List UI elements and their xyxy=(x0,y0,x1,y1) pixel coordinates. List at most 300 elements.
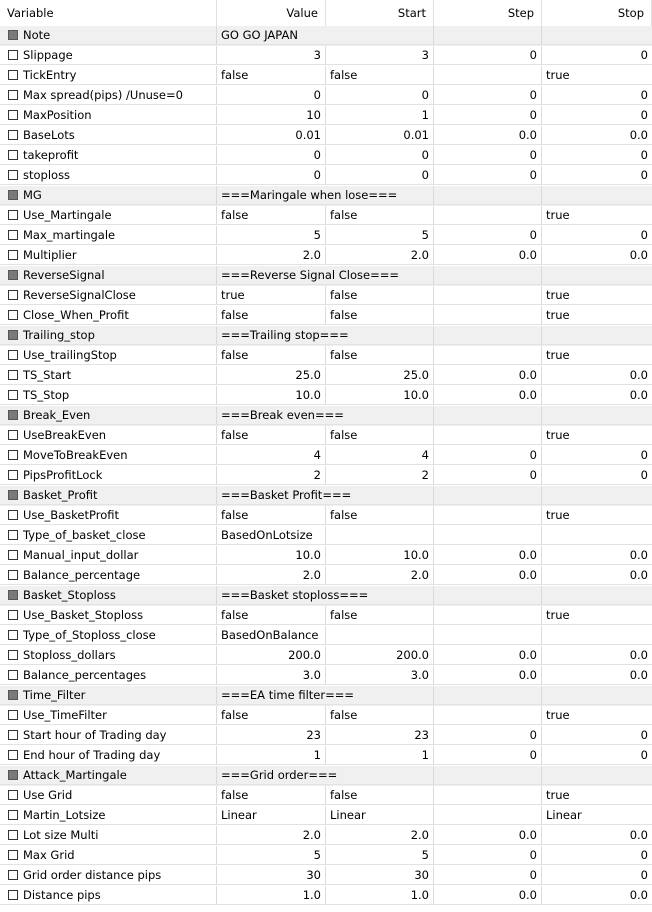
start-cell[interactable]: 3 xyxy=(326,46,434,65)
stop-cell[interactable] xyxy=(542,326,652,345)
variable-cell[interactable] xyxy=(0,306,217,325)
stop-cell[interactable]: true xyxy=(542,206,652,225)
start-cell[interactable]: 30 xyxy=(326,866,434,885)
start-cell[interactable]: 23 xyxy=(326,726,434,745)
value-cell[interactable]: GO GO JAPAN xyxy=(217,26,326,45)
value-cell[interactable]: 5 xyxy=(217,226,326,245)
column-header-stop[interactable]: Stop xyxy=(542,0,652,27)
optimize-checkbox[interactable] xyxy=(8,290,18,300)
stop-cell[interactable]: true xyxy=(542,606,652,625)
variable-cell[interactable] xyxy=(0,746,217,765)
stop-cell[interactable] xyxy=(542,186,652,205)
optimize-checkbox[interactable] xyxy=(8,690,18,700)
start-cell[interactable] xyxy=(326,626,434,645)
start-cell[interactable]: 1 xyxy=(326,746,434,765)
optimize-checkbox[interactable] xyxy=(8,550,18,560)
start-cell[interactable]: 2.0 xyxy=(326,826,434,845)
start-cell[interactable]: false xyxy=(326,506,434,525)
variable-cell[interactable] xyxy=(0,506,217,525)
value-cell[interactable]: 4 xyxy=(217,446,326,465)
table-row[interactable] xyxy=(0,626,652,646)
table-row[interactable] xyxy=(0,506,652,526)
optimize-checkbox[interactable] xyxy=(8,410,18,420)
step-cell[interactable]: 0 xyxy=(434,726,542,745)
variable-cell[interactable] xyxy=(0,486,217,505)
table-row[interactable] xyxy=(0,806,652,826)
step-cell[interactable] xyxy=(434,266,542,285)
step-cell[interactable]: 0 xyxy=(434,166,542,185)
optimize-checkbox[interactable] xyxy=(8,810,18,820)
variable-cell[interactable] xyxy=(0,806,217,825)
value-cell[interactable]: false xyxy=(217,206,326,225)
value-cell[interactable]: 1 xyxy=(217,746,326,765)
optimize-checkbox[interactable] xyxy=(8,530,18,540)
value-cell[interactable]: 3.0 xyxy=(217,666,326,685)
step-cell[interactable] xyxy=(434,606,542,625)
optimize-checkbox[interactable] xyxy=(8,110,18,120)
stop-cell[interactable]: 0 xyxy=(542,866,652,885)
group-row[interactable] xyxy=(0,406,652,426)
start-cell[interactable]: 0 xyxy=(326,166,434,185)
variable-cell[interactable] xyxy=(0,266,217,285)
table-row[interactable] xyxy=(0,466,652,486)
step-cell[interactable] xyxy=(434,66,542,85)
optimize-checkbox[interactable] xyxy=(8,490,18,500)
start-cell[interactable] xyxy=(326,766,434,785)
start-cell[interactable]: false xyxy=(326,206,434,225)
variable-cell[interactable] xyxy=(0,686,217,705)
step-cell[interactable] xyxy=(434,586,542,605)
value-cell[interactable]: false xyxy=(217,786,326,805)
stop-cell[interactable]: true xyxy=(542,286,652,305)
value-cell[interactable]: ===Trailing stop=== xyxy=(217,326,326,345)
table-row[interactable] xyxy=(0,226,652,246)
optimize-checkbox[interactable] xyxy=(8,790,18,800)
start-cell[interactable]: 3.0 xyxy=(326,666,434,685)
stop-cell[interactable]: 0.0 xyxy=(542,886,652,905)
variable-cell[interactable] xyxy=(0,706,217,725)
variable-cell[interactable] xyxy=(0,786,217,805)
start-cell[interactable]: false xyxy=(326,346,434,365)
value-cell[interactable]: 2.0 xyxy=(217,826,326,845)
table-row[interactable] xyxy=(0,566,652,586)
stop-cell[interactable]: 0.0 xyxy=(542,386,652,405)
value-cell[interactable]: 10.0 xyxy=(217,546,326,565)
variable-cell[interactable] xyxy=(0,286,217,305)
value-cell[interactable]: ===Grid order=== xyxy=(217,766,326,785)
stop-cell[interactable]: 0.0 xyxy=(542,646,652,665)
variable-cell[interactable] xyxy=(0,886,217,905)
stop-cell[interactable]: 0 xyxy=(542,446,652,465)
stop-cell[interactable]: 0 xyxy=(542,846,652,865)
optimize-checkbox[interactable] xyxy=(8,770,18,780)
stop-cell[interactable]: 0.0 xyxy=(542,366,652,385)
value-cell[interactable]: 3 xyxy=(217,46,326,65)
table-row[interactable] xyxy=(0,526,652,546)
group-row[interactable] xyxy=(0,186,652,206)
start-cell[interactable]: false xyxy=(326,706,434,725)
optimize-checkbox[interactable] xyxy=(8,310,18,320)
optimize-checkbox[interactable] xyxy=(8,590,18,600)
step-cell[interactable]: 0 xyxy=(434,86,542,105)
stop-cell[interactable] xyxy=(542,406,652,425)
step-cell[interactable] xyxy=(434,306,542,325)
start-cell[interactable] xyxy=(326,26,434,45)
table-row[interactable] xyxy=(0,166,652,186)
stop-cell[interactable] xyxy=(542,526,652,545)
start-cell[interactable]: false xyxy=(326,66,434,85)
variable-cell[interactable] xyxy=(0,326,217,345)
step-cell[interactable]: 0.0 xyxy=(434,546,542,565)
start-cell[interactable]: 0.01 xyxy=(326,126,434,145)
variable-cell[interactable] xyxy=(0,206,217,225)
optimize-checkbox[interactable] xyxy=(8,390,18,400)
optimize-checkbox[interactable] xyxy=(8,30,18,40)
stop-cell[interactable] xyxy=(542,266,652,285)
stop-cell[interactable] xyxy=(542,486,652,505)
step-cell[interactable]: 0 xyxy=(434,446,542,465)
start-cell[interactable]: 0 xyxy=(326,86,434,105)
stop-cell[interactable] xyxy=(542,626,652,645)
table-row[interactable] xyxy=(0,546,652,566)
variable-cell[interactable] xyxy=(0,846,217,865)
variable-cell[interactable] xyxy=(0,126,217,145)
step-cell[interactable] xyxy=(434,186,542,205)
optimize-checkbox[interactable] xyxy=(8,510,18,520)
variable-cell[interactable] xyxy=(0,246,217,265)
step-cell[interactable]: 0.0 xyxy=(434,246,542,265)
step-cell[interactable]: 0 xyxy=(434,466,542,485)
variable-cell[interactable] xyxy=(0,826,217,845)
optimize-checkbox[interactable] xyxy=(8,370,18,380)
variable-cell[interactable] xyxy=(0,586,217,605)
stop-cell[interactable]: true xyxy=(542,346,652,365)
table-row[interactable] xyxy=(0,426,652,446)
table-row[interactable] xyxy=(0,866,652,886)
column-header-step[interactable]: Step xyxy=(434,0,542,27)
optimize-checkbox[interactable] xyxy=(8,570,18,580)
table-row[interactable] xyxy=(0,306,652,326)
table-row[interactable] xyxy=(0,206,652,226)
group-row[interactable] xyxy=(0,486,652,506)
start-cell[interactable]: 1.0 xyxy=(326,886,434,905)
start-cell[interactable]: 10.0 xyxy=(326,386,434,405)
start-cell[interactable]: false xyxy=(326,306,434,325)
stop-cell[interactable]: 0 xyxy=(542,46,652,65)
optimize-checkbox[interactable] xyxy=(8,730,18,740)
value-cell[interactable]: 30 xyxy=(217,866,326,885)
value-cell[interactable]: false xyxy=(217,506,326,525)
step-cell[interactable]: 0 xyxy=(434,46,542,65)
variable-cell[interactable] xyxy=(0,866,217,885)
variable-cell[interactable] xyxy=(0,46,217,65)
variable-cell[interactable] xyxy=(0,346,217,365)
table-row[interactable] xyxy=(0,386,652,406)
optimize-checkbox[interactable] xyxy=(8,70,18,80)
step-cell[interactable]: 0 xyxy=(434,146,542,165)
stop-cell[interactable]: 0 xyxy=(542,146,652,165)
optimize-checkbox[interactable] xyxy=(8,90,18,100)
step-cell[interactable] xyxy=(434,426,542,445)
start-cell[interactable]: false xyxy=(326,426,434,445)
optimize-checkbox[interactable] xyxy=(8,830,18,840)
step-cell[interactable] xyxy=(434,506,542,525)
stop-cell[interactable]: true xyxy=(542,306,652,325)
step-cell[interactable] xyxy=(434,626,542,645)
step-cell[interactable]: 0.0 xyxy=(434,566,542,585)
stop-cell[interactable]: 0 xyxy=(542,726,652,745)
variable-cell[interactable] xyxy=(0,406,217,425)
optimize-checkbox[interactable] xyxy=(8,270,18,280)
value-cell[interactable]: ===Basket stoploss=== xyxy=(217,586,326,605)
start-cell[interactable]: 5 xyxy=(326,846,434,865)
table-row[interactable] xyxy=(0,886,652,906)
stop-cell[interactable]: 0.0 xyxy=(542,666,652,685)
variable-cell[interactable] xyxy=(0,186,217,205)
step-cell[interactable]: 0.0 xyxy=(434,366,542,385)
variable-cell[interactable] xyxy=(0,566,217,585)
start-cell[interactable] xyxy=(326,686,434,705)
variable-cell[interactable] xyxy=(0,426,217,445)
variable-cell[interactable] xyxy=(0,166,217,185)
stop-cell[interactable]: 0.0 xyxy=(542,826,652,845)
optimize-checkbox[interactable] xyxy=(8,870,18,880)
table-row[interactable] xyxy=(0,106,652,126)
optimize-checkbox[interactable] xyxy=(8,650,18,660)
step-cell[interactable] xyxy=(434,806,542,825)
table-row[interactable] xyxy=(0,706,652,726)
stop-cell[interactable]: 0.0 xyxy=(542,246,652,265)
stop-cell[interactable]: 0.0 xyxy=(542,126,652,145)
value-cell[interactable]: ===Reverse Signal Close=== xyxy=(217,266,326,285)
stop-cell[interactable]: 0.0 xyxy=(542,546,652,565)
group-row[interactable] xyxy=(0,326,652,346)
optimize-checkbox[interactable] xyxy=(8,150,18,160)
group-row[interactable] xyxy=(0,586,652,606)
start-cell[interactable]: 10.0 xyxy=(326,546,434,565)
optimize-checkbox[interactable] xyxy=(8,450,18,460)
start-cell[interactable]: false xyxy=(326,606,434,625)
value-cell[interactable]: ===EA time filter=== xyxy=(217,686,326,705)
stop-cell[interactable]: 0 xyxy=(542,746,652,765)
start-cell[interactable]: Linear xyxy=(326,806,434,825)
variable-cell[interactable] xyxy=(0,386,217,405)
column-header-start[interactable]: Start xyxy=(326,0,434,27)
column-header-value[interactable]: Value xyxy=(217,0,326,27)
variable-cell[interactable] xyxy=(0,626,217,645)
stop-cell[interactable]: 0 xyxy=(542,466,652,485)
start-cell[interactable]: 1 xyxy=(326,106,434,125)
start-cell[interactable]: 2.0 xyxy=(326,566,434,585)
variable-cell[interactable] xyxy=(0,146,217,165)
stop-cell[interactable]: 0.0 xyxy=(542,566,652,585)
optimize-checkbox[interactable] xyxy=(8,710,18,720)
step-cell[interactable] xyxy=(434,706,542,725)
value-cell[interactable]: ===Basket Profit=== xyxy=(217,486,326,505)
table-row[interactable] xyxy=(0,446,652,466)
optimize-checkbox[interactable] xyxy=(8,50,18,60)
optimize-checkbox[interactable] xyxy=(8,330,18,340)
value-cell[interactable]: 25.0 xyxy=(217,366,326,385)
start-cell[interactable]: false xyxy=(326,786,434,805)
variable-cell[interactable] xyxy=(0,766,217,785)
value-cell[interactable]: 0 xyxy=(217,146,326,165)
step-cell[interactable]: 0 xyxy=(434,746,542,765)
step-cell[interactable] xyxy=(434,286,542,305)
group-row[interactable] xyxy=(0,686,652,706)
table-row[interactable] xyxy=(0,846,652,866)
start-cell[interactable]: 200.0 xyxy=(326,646,434,665)
table-row[interactable] xyxy=(0,826,652,846)
table-row[interactable] xyxy=(0,146,652,166)
start-cell[interactable] xyxy=(326,586,434,605)
step-cell[interactable] xyxy=(434,326,542,345)
start-cell[interactable] xyxy=(326,406,434,425)
stop-cell[interactable]: true xyxy=(542,66,652,85)
value-cell[interactable]: 5 xyxy=(217,846,326,865)
step-cell[interactable]: 0.0 xyxy=(434,386,542,405)
optimize-checkbox[interactable] xyxy=(8,230,18,240)
table-row[interactable] xyxy=(0,126,652,146)
optimize-checkbox[interactable] xyxy=(8,350,18,360)
variable-cell[interactable] xyxy=(0,726,217,745)
value-cell[interactable]: 10.0 xyxy=(217,386,326,405)
step-cell[interactable]: 0.0 xyxy=(434,886,542,905)
start-cell[interactable]: 4 xyxy=(326,446,434,465)
stop-cell[interactable]: 0 xyxy=(542,86,652,105)
table-row[interactable] xyxy=(0,246,652,266)
step-cell[interactable]: 0.0 xyxy=(434,646,542,665)
table-row[interactable] xyxy=(0,346,652,366)
optimize-checkbox[interactable] xyxy=(8,130,18,140)
variable-cell[interactable] xyxy=(0,86,217,105)
value-cell[interactable]: false xyxy=(217,706,326,725)
stop-cell[interactable]: true xyxy=(542,426,652,445)
stop-cell[interactable]: true xyxy=(542,786,652,805)
table-row[interactable] xyxy=(0,726,652,746)
step-cell[interactable] xyxy=(434,406,542,425)
variable-cell[interactable] xyxy=(0,606,217,625)
value-cell[interactable]: false xyxy=(217,426,326,445)
variable-cell[interactable] xyxy=(0,366,217,385)
table-row[interactable] xyxy=(0,46,652,66)
value-cell[interactable]: ===Maringale when lose=== xyxy=(217,186,326,205)
step-cell[interactable]: 0 xyxy=(434,106,542,125)
variable-cell[interactable] xyxy=(0,526,217,545)
optimize-checkbox[interactable] xyxy=(8,610,18,620)
start-cell[interactable]: 5 xyxy=(326,226,434,245)
column-header-variable[interactable]: Variable xyxy=(0,0,217,27)
stop-cell[interactable]: 0 xyxy=(542,106,652,125)
step-cell[interactable] xyxy=(434,486,542,505)
stop-cell[interactable] xyxy=(542,26,652,45)
table-row[interactable] xyxy=(0,666,652,686)
value-cell[interactable]: ===Break even=== xyxy=(217,406,326,425)
table-row[interactable] xyxy=(0,746,652,766)
optimize-checkbox[interactable] xyxy=(8,470,18,480)
start-cell[interactable]: 2.0 xyxy=(326,246,434,265)
stop-cell[interactable]: Linear xyxy=(542,806,652,825)
optimize-checkbox[interactable] xyxy=(8,170,18,180)
value-cell[interactable]: 2.0 xyxy=(217,566,326,585)
step-cell[interactable]: 0 xyxy=(434,226,542,245)
step-cell[interactable]: 0.0 xyxy=(434,826,542,845)
start-cell[interactable]: 25.0 xyxy=(326,366,434,385)
value-cell[interactable]: false xyxy=(217,66,326,85)
variable-cell[interactable] xyxy=(0,466,217,485)
stop-cell[interactable]: true xyxy=(542,706,652,725)
variable-cell[interactable] xyxy=(0,106,217,125)
value-cell[interactable]: 0 xyxy=(217,86,326,105)
variable-cell[interactable] xyxy=(0,646,217,665)
step-cell[interactable] xyxy=(434,786,542,805)
step-cell[interactable] xyxy=(434,686,542,705)
variable-cell[interactable] xyxy=(0,446,217,465)
stop-cell[interactable]: 0 xyxy=(542,166,652,185)
value-cell[interactable]: 23 xyxy=(217,726,326,745)
optimize-checkbox[interactable] xyxy=(8,890,18,900)
value-cell[interactable]: BasedOnLotsize xyxy=(217,526,326,545)
step-cell[interactable]: 0.0 xyxy=(434,666,542,685)
value-cell[interactable]: Linear xyxy=(217,806,326,825)
variable-cell[interactable] xyxy=(0,26,217,45)
optimize-checkbox[interactable] xyxy=(8,250,18,260)
table-row[interactable] xyxy=(0,606,652,626)
table-row[interactable] xyxy=(0,86,652,106)
start-cell[interactable] xyxy=(326,186,434,205)
start-cell[interactable] xyxy=(326,526,434,545)
group-row[interactable] xyxy=(0,266,652,286)
step-cell[interactable]: 0 xyxy=(434,866,542,885)
optimize-checkbox[interactable] xyxy=(8,430,18,440)
step-cell[interactable] xyxy=(434,346,542,365)
value-cell[interactable]: 1.0 xyxy=(217,886,326,905)
table-row[interactable] xyxy=(0,286,652,306)
table-row[interactable] xyxy=(0,646,652,666)
start-cell[interactable] xyxy=(326,266,434,285)
stop-cell[interactable]: true xyxy=(542,506,652,525)
optimize-checkbox[interactable] xyxy=(8,850,18,860)
value-cell[interactable]: 10 xyxy=(217,106,326,125)
value-cell[interactable]: 0 xyxy=(217,166,326,185)
value-cell[interactable]: 2.0 xyxy=(217,246,326,265)
value-cell[interactable]: false xyxy=(217,306,326,325)
variable-cell[interactable] xyxy=(0,66,217,85)
start-cell[interactable]: 2 xyxy=(326,466,434,485)
value-cell[interactable]: BasedOnBalance xyxy=(217,626,326,645)
value-cell[interactable]: true xyxy=(217,286,326,305)
optimize-checkbox[interactable] xyxy=(8,210,18,220)
stop-cell[interactable] xyxy=(542,766,652,785)
value-cell[interactable]: false xyxy=(217,606,326,625)
table-row[interactable] xyxy=(0,366,652,386)
optimize-checkbox[interactable] xyxy=(8,630,18,640)
start-cell[interactable]: 0 xyxy=(326,146,434,165)
value-cell[interactable]: 200.0 xyxy=(217,646,326,665)
variable-cell[interactable] xyxy=(0,666,217,685)
start-cell[interactable] xyxy=(326,486,434,505)
stop-cell[interactable] xyxy=(542,586,652,605)
group-row[interactable] xyxy=(0,766,652,786)
optimize-checkbox[interactable] xyxy=(8,750,18,760)
group-row[interactable] xyxy=(0,26,652,46)
value-cell[interactable]: 2 xyxy=(217,466,326,485)
stop-cell[interactable]: 0 xyxy=(542,226,652,245)
step-cell[interactable] xyxy=(434,206,542,225)
variable-cell[interactable] xyxy=(0,226,217,245)
value-cell[interactable]: 0.01 xyxy=(217,126,326,145)
step-cell[interactable]: 0.0 xyxy=(434,126,542,145)
